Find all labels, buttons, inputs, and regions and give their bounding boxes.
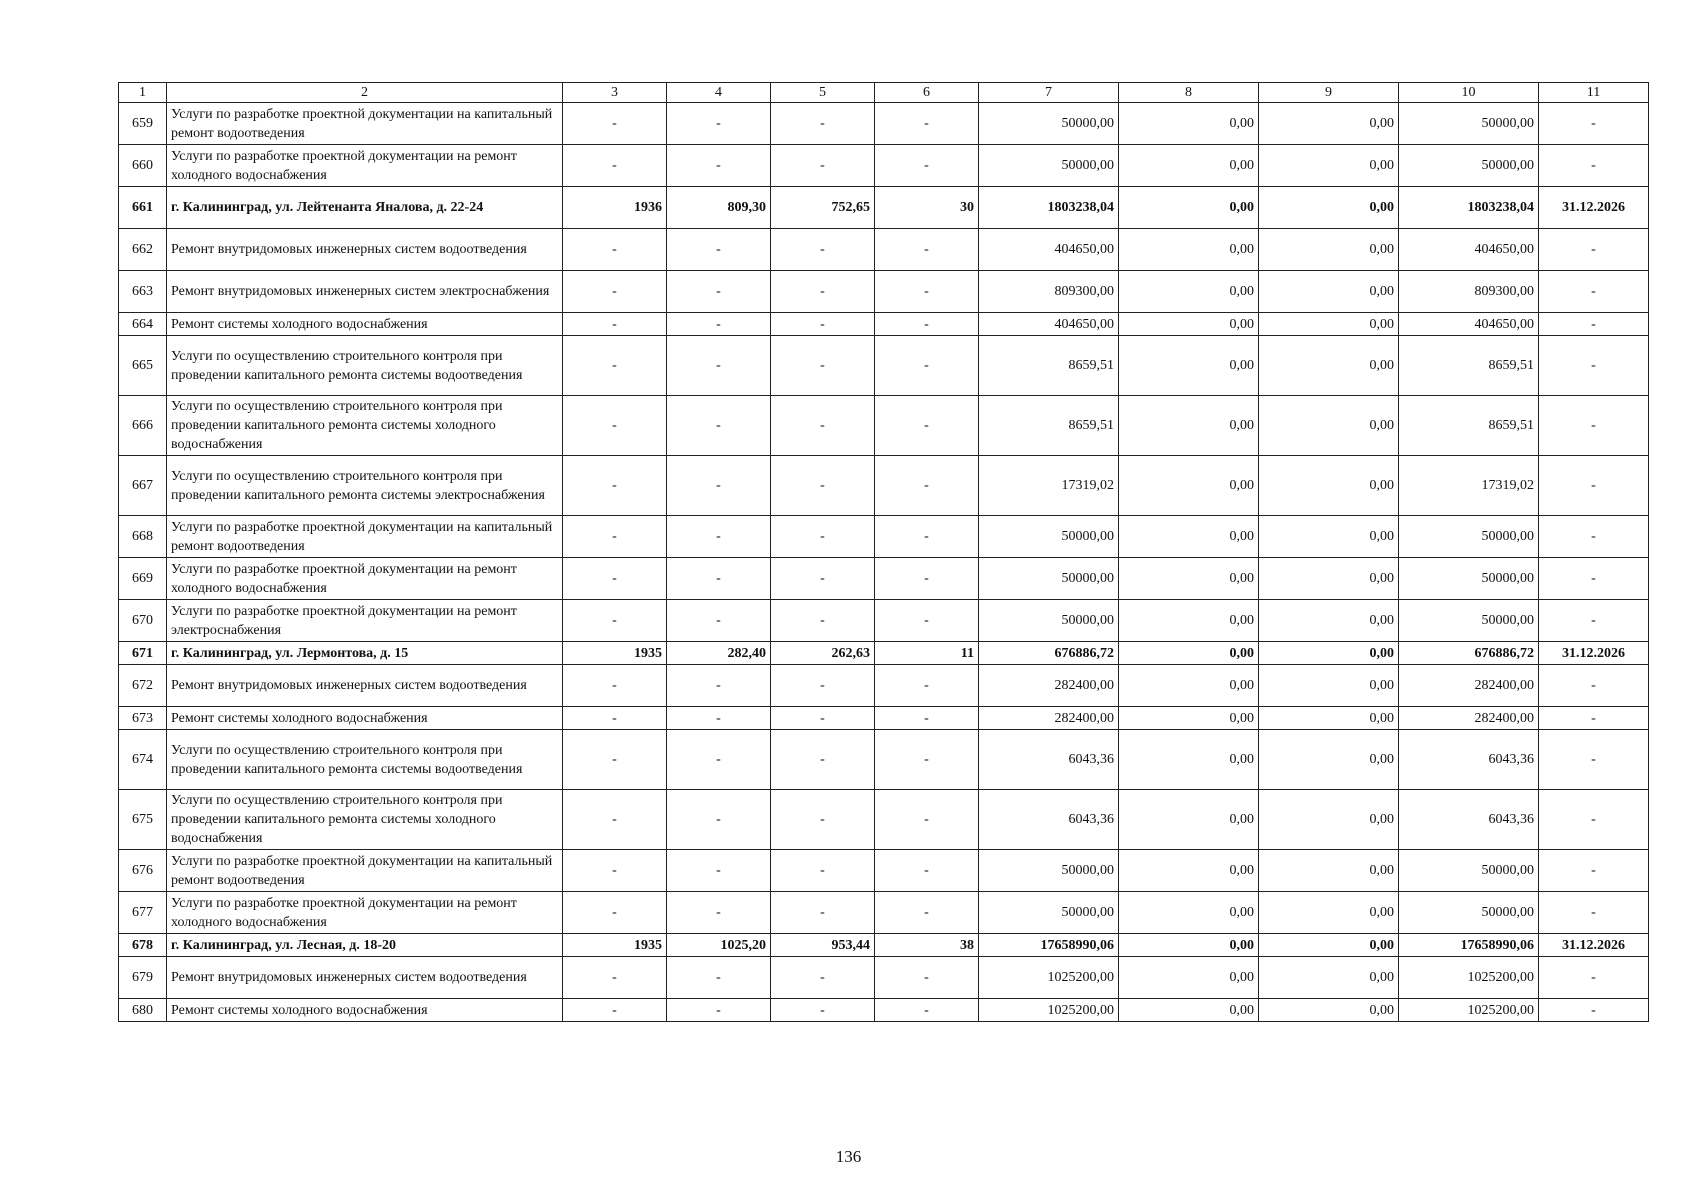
col-9-value: 0,00 [1259,957,1399,999]
col-11-value: - [1539,665,1649,707]
col-10-value: 809300,00 [1399,271,1539,313]
col-6-value: - [875,271,979,313]
col-11-value: - [1539,892,1649,934]
col-4-value: - [667,892,771,934]
col-4-value: - [667,103,771,145]
row-number: 671 [119,642,167,665]
col-5-value: - [771,271,875,313]
col-3-value: - [563,229,667,271]
col-8-value: 0,00 [1119,730,1259,790]
col-3-value: - [563,271,667,313]
row-description: Ремонт системы холодного водоснабжения [167,707,563,730]
col-5-value: - [771,229,875,271]
col-11-value: - [1539,103,1649,145]
col-3-value: - [563,313,667,336]
col-10-value: 50000,00 [1399,558,1539,600]
row-number: 674 [119,730,167,790]
work-item-row [119,665,1649,707]
col-10-value: 282400,00 [1399,665,1539,707]
row-description: Услуги по разработке проектной документации на ремонт холодного водоснабжения [167,145,563,187]
col-7-value: 676886,72 [979,642,1119,665]
col-7-value: 8659,51 [979,396,1119,456]
col-8-value: 0,00 [1119,271,1259,313]
row-description: Услуги по разработке проектной документации на ремонт электроснабжения [167,600,563,642]
data-table [118,82,1649,1022]
row-number: 675 [119,790,167,850]
col-9-value: 0,00 [1259,516,1399,558]
col-4-value: - [667,516,771,558]
row-description: г. Калининград, ул. Лесная, д. 18-20 [167,934,563,957]
col-5-value: - [771,790,875,850]
address-row [119,187,1649,229]
col-10-value: 50000,00 [1399,600,1539,642]
col-9-value: 0,00 [1259,396,1399,456]
col-5-value: 752,65 [771,187,875,229]
col-4-value: 282,40 [667,642,771,665]
col-5-value: - [771,145,875,187]
row-description: Ремонт внутридомовых инженерных систем водоотведения [167,665,563,707]
col-5-value: - [771,313,875,336]
col-7-value: 50000,00 [979,103,1119,145]
col-5-value: - [771,707,875,730]
column-header-11: 11 [1539,83,1649,103]
col-3-value: - [563,707,667,730]
col-8-value: 0,00 [1119,313,1259,336]
col-5-value: - [771,850,875,892]
col-10-value: 50000,00 [1399,516,1539,558]
row-number: 659 [119,103,167,145]
col-3-value: 1936 [563,187,667,229]
row-description: г. Калининград, ул. Лейтенанта Яналова, д. 22-24 [167,187,563,229]
col-3-value: - [563,456,667,516]
row-description: Ремонт системы холодного водоснабжения [167,313,563,336]
row-number: 667 [119,456,167,516]
col-7-value: 1025200,00 [979,999,1119,1022]
column-header-6: 6 [875,83,979,103]
col-7-value: 17658990,06 [979,934,1119,957]
column-header-3: 3 [563,83,667,103]
col-4-value: - [667,999,771,1022]
work-item-row [119,103,1649,145]
col-8-value: 0,00 [1119,600,1259,642]
col-10-value: 404650,00 [1399,313,1539,336]
col-11-value: - [1539,456,1649,516]
row-number: 661 [119,187,167,229]
col-11-value: - [1539,271,1649,313]
col-7-value: 6043,36 [979,730,1119,790]
column-header-7: 7 [979,83,1119,103]
row-description: Услуги по разработке проектной документации на капитальный ремонт водоотведения [167,850,563,892]
row-description: Услуги по осуществлению строительного контроля при проведении капитального ремонта системы холодного водоснабжения [167,790,563,850]
row-description: Услуги по разработке проектной документации на капитальный ремонт водоотведения [167,516,563,558]
col-5-value: - [771,957,875,999]
col-8-value: 0,00 [1119,642,1259,665]
col-7-value: 809300,00 [979,271,1119,313]
col-11-value: - [1539,558,1649,600]
work-item-row [119,707,1649,730]
col-9-value: 0,00 [1259,145,1399,187]
col-4-value: - [667,145,771,187]
col-4-value: - [667,600,771,642]
col-10-value: 50000,00 [1399,103,1539,145]
col-3-value: - [563,957,667,999]
col-11-value: - [1539,999,1649,1022]
col-7-value: 282400,00 [979,707,1119,730]
work-item-row [119,999,1649,1022]
col-5-value: 953,44 [771,934,875,957]
col-11-value: - [1539,600,1649,642]
col-8-value: 0,00 [1119,999,1259,1022]
col-8-value: 0,00 [1119,707,1259,730]
col-6-value: - [875,600,979,642]
col-3-value: - [563,103,667,145]
col-10-value: 17658990,06 [1399,934,1539,957]
col-6-value: - [875,336,979,396]
col-4-value: - [667,730,771,790]
col-10-value: 50000,00 [1399,850,1539,892]
col-7-value: 17319,02 [979,456,1119,516]
col-11-value: - [1539,229,1649,271]
col-6-value: - [875,229,979,271]
row-description: Услуги по разработке проектной документации на капитальный ремонт водоотведения [167,103,563,145]
col-11-value: 31.12.2026 [1539,187,1649,229]
col-11-value: - [1539,396,1649,456]
col-3-value: 1935 [563,934,667,957]
col-3-value: - [563,892,667,934]
col-8-value: 0,00 [1119,229,1259,271]
col-5-value: - [771,730,875,790]
col-11-value: - [1539,336,1649,396]
col-8-value: 0,00 [1119,957,1259,999]
row-description: Услуги по разработке проектной документации на ремонт холодного водоснабжения [167,892,563,934]
col-11-value: - [1539,707,1649,730]
col-3-value: - [563,665,667,707]
col-3-value: - [563,730,667,790]
col-10-value: 282400,00 [1399,707,1539,730]
col-6-value: - [875,999,979,1022]
col-8-value: 0,00 [1119,934,1259,957]
col-3-value: - [563,600,667,642]
col-5-value: - [771,336,875,396]
col-5-value: 262,63 [771,642,875,665]
row-number: 660 [119,145,167,187]
col-10-value: 8659,51 [1399,396,1539,456]
col-8-value: 0,00 [1119,850,1259,892]
col-3-value: 1935 [563,642,667,665]
work-item-row [119,313,1649,336]
row-description: г. Калининград, ул. Лермонтова, д. 15 [167,642,563,665]
col-5-value: - [771,558,875,600]
row-number: 668 [119,516,167,558]
col-6-value: - [875,957,979,999]
work-item-row [119,850,1649,892]
col-10-value: 8659,51 [1399,336,1539,396]
col-8-value: 0,00 [1119,892,1259,934]
col-4-value: 809,30 [667,187,771,229]
col-9-value: 0,00 [1259,790,1399,850]
col-9-value: 0,00 [1259,229,1399,271]
col-8-value: 0,00 [1119,103,1259,145]
work-item-row [119,456,1649,516]
col-10-value: 17319,02 [1399,456,1539,516]
row-number: 663 [119,271,167,313]
column-header-8: 8 [1119,83,1259,103]
col-11-value: - [1539,957,1649,999]
row-description: Услуги по осуществлению строительного контроля при проведении капитального ремонта системы водоотведения [167,730,563,790]
col-4-value: - [667,229,771,271]
col-7-value: 404650,00 [979,313,1119,336]
col-10-value: 50000,00 [1399,145,1539,187]
col-7-value: 6043,36 [979,790,1119,850]
col-6-value: - [875,790,979,850]
col-10-value: 6043,36 [1399,730,1539,790]
col-3-value: - [563,850,667,892]
column-header-1: 1 [119,83,167,103]
col-4-value: 1025,20 [667,934,771,957]
col-9-value: 0,00 [1259,187,1399,229]
col-9-value: 0,00 [1259,313,1399,336]
col-10-value: 50000,00 [1399,892,1539,934]
col-9-value: 0,00 [1259,336,1399,396]
work-item-row [119,271,1649,313]
col-3-value: - [563,336,667,396]
col-3-value: - [563,999,667,1022]
col-9-value: 0,00 [1259,103,1399,145]
col-5-value: - [771,396,875,456]
col-9-value: 0,00 [1259,558,1399,600]
work-item-row [119,336,1649,396]
col-9-value: 0,00 [1259,892,1399,934]
col-11-value: - [1539,145,1649,187]
col-6-value: - [875,707,979,730]
col-8-value: 0,00 [1119,187,1259,229]
work-item-row [119,558,1649,600]
work-item-row [119,229,1649,271]
row-description: Услуги по разработке проектной документации на ремонт холодного водоснабжения [167,558,563,600]
row-description: Услуги по осуществлению строительного контроля при проведении капитального ремонта системы водоотведения [167,336,563,396]
col-7-value: 50000,00 [979,558,1119,600]
row-description: Услуги по осуществлению строительного контроля при проведении капитального ремонта системы электроснабжения [167,456,563,516]
row-number: 665 [119,336,167,396]
col-4-value: - [667,396,771,456]
col-8-value: 0,00 [1119,456,1259,516]
row-number: 664 [119,313,167,336]
col-7-value: 50000,00 [979,850,1119,892]
col-7-value: 50000,00 [979,600,1119,642]
col-8-value: 0,00 [1119,396,1259,456]
work-item-row [119,396,1649,456]
col-4-value: - [667,271,771,313]
work-item-row [119,957,1649,999]
col-8-value: 0,00 [1119,145,1259,187]
work-item-row [119,790,1649,850]
col-6-value: 11 [875,642,979,665]
col-6-value: - [875,850,979,892]
col-6-value: - [875,892,979,934]
col-7-value: 404650,00 [979,229,1119,271]
col-9-value: 0,00 [1259,600,1399,642]
row-description: Ремонт системы холодного водоснабжения [167,999,563,1022]
col-8-value: 0,00 [1119,665,1259,707]
col-6-value: - [875,730,979,790]
address-row [119,642,1649,665]
row-number: 673 [119,707,167,730]
col-6-value: - [875,396,979,456]
col-8-value: 0,00 [1119,516,1259,558]
col-5-value: - [771,456,875,516]
row-number: 676 [119,850,167,892]
col-6-value: - [875,103,979,145]
col-6-value: - [875,456,979,516]
page-number: 136 [835,1147,862,1166]
col-9-value: 0,00 [1259,730,1399,790]
column-header-9: 9 [1259,83,1399,103]
col-6-value: - [875,516,979,558]
col-10-value: 676886,72 [1399,642,1539,665]
col-10-value: 1025200,00 [1399,999,1539,1022]
col-10-value: 1803238,04 [1399,187,1539,229]
col-11-value: - [1539,730,1649,790]
row-number: 670 [119,600,167,642]
col-9-value: 0,00 [1259,707,1399,730]
column-header-4: 4 [667,83,771,103]
col-5-value: - [771,600,875,642]
row-number: 680 [119,999,167,1022]
work-item-row [119,730,1649,790]
column-number-header-row [119,83,1649,103]
col-6-value: 38 [875,934,979,957]
col-5-value: - [771,665,875,707]
col-4-value: - [667,957,771,999]
work-item-row [119,600,1649,642]
col-7-value: 50000,00 [979,516,1119,558]
col-5-value: - [771,999,875,1022]
row-number: 662 [119,229,167,271]
table-body [119,103,1649,1022]
row-description: Ремонт внутридомовых инженерных систем водоотведения [167,229,563,271]
col-6-value: - [875,145,979,187]
col-9-value: 0,00 [1259,999,1399,1022]
col-3-value: - [563,558,667,600]
col-7-value: 50000,00 [979,892,1119,934]
row-number: 677 [119,892,167,934]
col-9-value: 0,00 [1259,456,1399,516]
col-7-value: 1803238,04 [979,187,1119,229]
col-8-value: 0,00 [1119,790,1259,850]
column-header-10: 10 [1399,83,1539,103]
col-4-value: - [667,558,771,600]
col-5-value: - [771,516,875,558]
col-9-value: 0,00 [1259,934,1399,957]
row-description: Услуги по осуществлению строительного контроля при проведении капитального ремонта системы холодного водоснабжения [167,396,563,456]
col-9-value: 0,00 [1259,271,1399,313]
col-11-value: 31.12.2026 [1539,934,1649,957]
row-description: Ремонт внутридомовых инженерных систем электроснабжения [167,271,563,313]
row-number: 669 [119,558,167,600]
col-7-value: 1025200,00 [979,957,1119,999]
col-10-value: 6043,36 [1399,790,1539,850]
work-item-row [119,145,1649,187]
col-11-value: - [1539,850,1649,892]
col-9-value: 0,00 [1259,642,1399,665]
row-number: 679 [119,957,167,999]
work-item-row [119,516,1649,558]
col-11-value: - [1539,313,1649,336]
col-9-value: 0,00 [1259,665,1399,707]
col-4-value: - [667,790,771,850]
col-8-value: 0,00 [1119,336,1259,396]
address-row [119,934,1649,957]
col-4-value: - [667,707,771,730]
col-4-value: - [667,313,771,336]
col-4-value: - [667,665,771,707]
col-11-value: - [1539,790,1649,850]
col-5-value: - [771,103,875,145]
col-4-value: - [667,456,771,516]
row-number: 666 [119,396,167,456]
col-4-value: - [667,336,771,396]
col-3-value: - [563,396,667,456]
col-6-value: - [875,558,979,600]
col-7-value: 282400,00 [979,665,1119,707]
col-10-value: 404650,00 [1399,229,1539,271]
col-6-value: - [875,313,979,336]
col-3-value: - [563,790,667,850]
col-7-value: 8659,51 [979,336,1119,396]
col-4-value: - [667,850,771,892]
col-6-value: - [875,665,979,707]
col-8-value: 0,00 [1119,558,1259,600]
col-11-value: 31.12.2026 [1539,642,1649,665]
col-7-value: 50000,00 [979,145,1119,187]
row-number: 678 [119,934,167,957]
row-description: Ремонт внутридомовых инженерных систем водоотведения [167,957,563,999]
col-3-value: - [563,516,667,558]
col-9-value: 0,00 [1259,850,1399,892]
col-6-value: 30 [875,187,979,229]
col-5-value: - [771,892,875,934]
col-11-value: - [1539,516,1649,558]
col-3-value: - [563,145,667,187]
column-header-5: 5 [771,83,875,103]
row-number: 672 [119,665,167,707]
column-header-2: 2 [167,83,563,103]
work-item-row [119,892,1649,934]
col-10-value: 1025200,00 [1399,957,1539,999]
